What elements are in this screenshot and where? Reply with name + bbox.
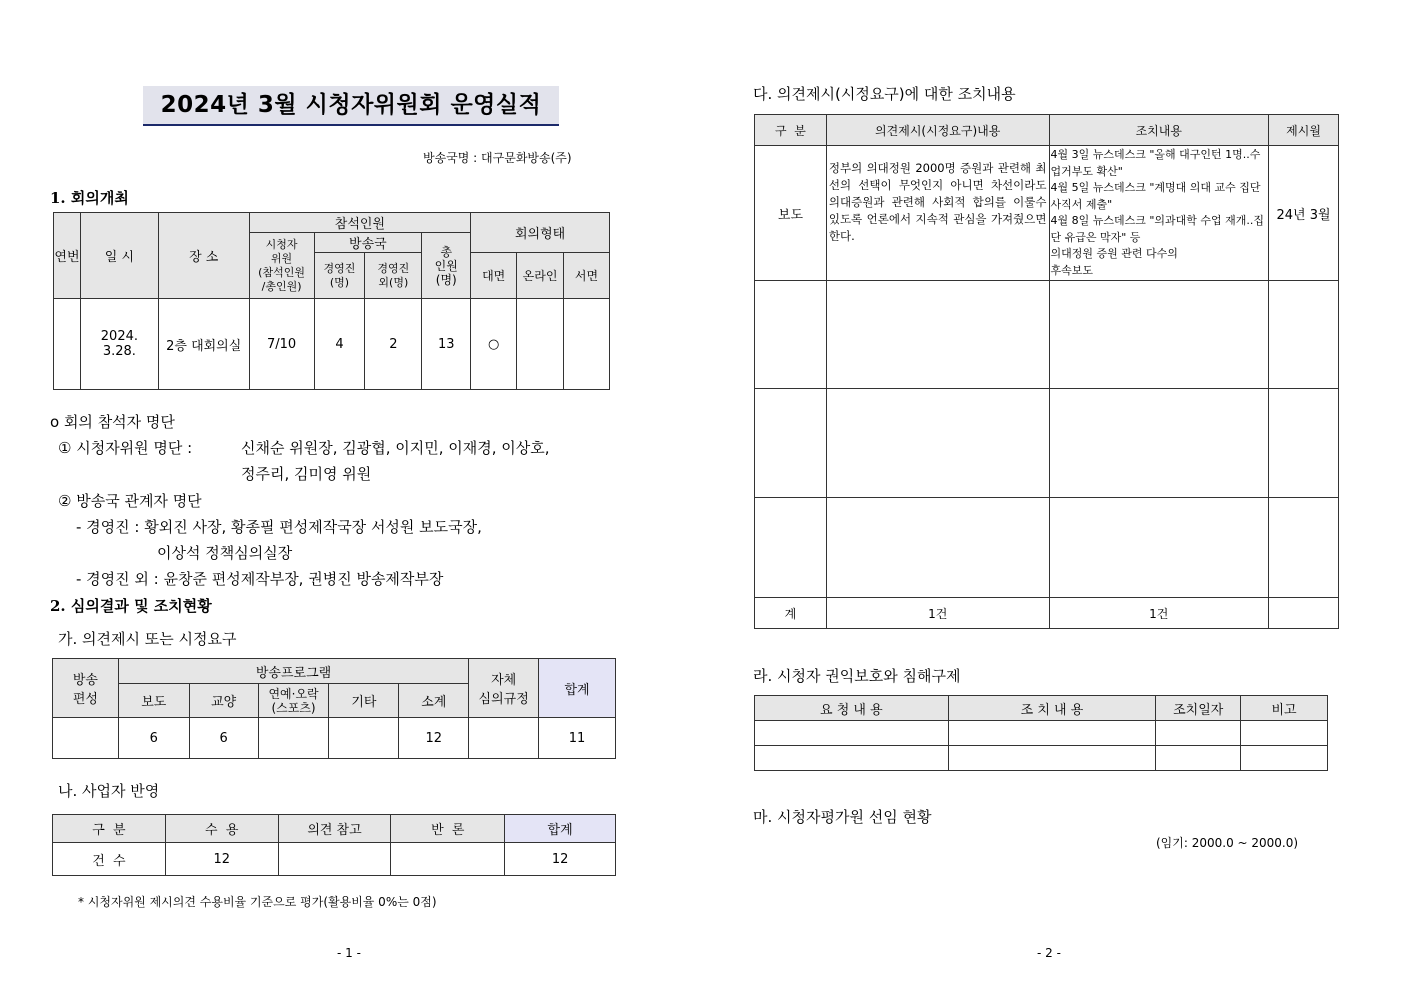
ga-sum-header: 합계: [539, 659, 616, 718]
col-station-header: 방송국: [314, 233, 422, 253]
na-table: [52, 814, 616, 876]
col-written-header: 서면: [564, 253, 610, 299]
da-row1-month: 24년 3월: [1269, 146, 1339, 281]
col-attendees-header: 참석인원: [249, 213, 471, 233]
broadcaster-name: 방송국명 : 대구문화방송(주): [423, 151, 572, 165]
exec-line2: 이상석 정책심의실장: [157, 544, 293, 562]
na-refute-header: 반 론: [391, 815, 505, 843]
da-action-header: 조치내용: [1049, 115, 1269, 146]
meeting-nonexec: 2: [365, 299, 422, 390]
ga-self: [469, 718, 539, 759]
page-title: 2024년 3월 시청자위원회 운영실적: [143, 86, 559, 126]
committee-members-line2: 정주리, 김미영 위원: [241, 465, 372, 483]
na-ref: [278, 843, 391, 876]
ga-org-header: 방송 편성: [53, 659, 119, 718]
da-total-opinion: 1건: [826, 598, 1049, 629]
da-row3-opinion: [826, 389, 1049, 498]
ga-ent: [258, 718, 329, 759]
ra-row1-request: [755, 721, 949, 746]
ra-row1-date: [1156, 721, 1241, 746]
da-total-label: 계: [755, 598, 827, 629]
meeting-online: [517, 299, 564, 390]
da-row3-action: [1049, 389, 1269, 498]
da-row2-action: [1049, 281, 1269, 389]
da-row1-cat: 보도: [755, 146, 827, 281]
col-inperson-header: 대면: [471, 253, 517, 299]
da-row4-month: [1269, 498, 1339, 598]
na-accept-header: 수 용: [165, 815, 278, 843]
ga-self-header: 자체 심의규정: [469, 659, 539, 718]
subsection-ma: 마. 시청자평가원 선임 현황: [753, 808, 932, 826]
col-online-header: 온라인: [517, 253, 564, 299]
subsection-na: 나. 사업자 반영: [58, 782, 160, 800]
da-row4-opinion: [826, 498, 1049, 598]
subsection-da: 다. 의견제시(시정요구)에 대한 조치내용: [753, 85, 1016, 103]
da-row4-action: [1049, 498, 1269, 598]
participants-heading: o 회의 참석자 명단: [50, 413, 175, 431]
da-opinion-header: 의견제시(시정요구)내용: [826, 115, 1049, 146]
ga-culture-header: 교양: [189, 684, 258, 718]
na-cat: 건 수: [53, 843, 166, 876]
ga-culture: 6: [189, 718, 258, 759]
ra-row2-date: [1156, 746, 1241, 771]
col-date-header: 일 시: [80, 213, 158, 299]
committee-members-line1: 신채순 위원장, 김광협, 이지민, 이재경, 이상호,: [241, 439, 550, 457]
ga-news: 6: [118, 718, 189, 759]
na-sum-header: 합계: [505, 815, 616, 843]
da-cat-header: 구 분: [755, 115, 827, 146]
ga-ent-header: 연예·오락 (스포츠): [258, 684, 329, 718]
term-text: (임기: 2000.0 ~ 2000.0): [1156, 836, 1299, 850]
ra-note-header: 비고: [1241, 696, 1328, 721]
da-row4-cat: [755, 498, 827, 598]
ra-row2-request: [755, 746, 949, 771]
station-staff-label: ② 방송국 관계자 명단: [58, 492, 202, 510]
meeting-table: [53, 212, 610, 390]
da-row1-opinion: 정부의 의대정원 2000명 증원과 관련해 최선의 선택이 무엇인지 아니면 차선이라도 의대증원과 관련해 사회적 합의를 이룰수 있도록 언론에서 지속적 관심을 가져줬으면 한다.: [826, 146, 1049, 281]
col-total-header: 총 인원 (명): [422, 233, 471, 299]
ga-sum: 11: [539, 718, 616, 759]
da-row2-month: [1269, 281, 1339, 389]
section1-heading: 1. 회의개최: [50, 189, 129, 207]
da-row3-cat: [755, 389, 827, 498]
col-committee-header: 시청자 위원 (참석인원 /총인원): [249, 233, 314, 299]
na-ref-header: 의견 참고: [278, 815, 391, 843]
meeting-committee: 7/10: [249, 299, 314, 390]
ga-other: [329, 718, 399, 759]
na-refute: [391, 843, 505, 876]
ga-subtotal-header: 소계: [399, 684, 469, 718]
ra-table: [754, 695, 1328, 771]
meeting-no: [54, 299, 81, 390]
col-no-header: 연번: [54, 213, 81, 299]
na-sum: 12: [505, 843, 616, 876]
page-number-2: - 2 -: [1037, 946, 1061, 960]
ra-row1-note: [1241, 721, 1328, 746]
meeting-total: 13: [422, 299, 471, 390]
committee-label: ① 시청자위원 명단 :: [58, 439, 193, 457]
na-accept: 12: [165, 843, 278, 876]
meeting-written: [564, 299, 610, 390]
da-row1-action: 4월 3일 뉴스데스크 "올해 대구인턴 1명..수업거부도 확산" 4월 5일 뉴스데스크 "계명대 의대 교수 집단 사직서 제출" 4월 8일 뉴스데스크 "의과대학 수업 재개..집단 유급은 막자" 등 의대정원 증원 관련 다수의 후속보도: [1049, 146, 1269, 281]
subsection-ga: 가. 의견제시 또는 시정요구: [58, 630, 237, 648]
da-row2-opinion: [826, 281, 1049, 389]
meeting-place: 2층 대회의실: [158, 299, 249, 390]
col-exec-header: 경영진 (명): [314, 253, 365, 299]
page-number-1: - 1 -: [337, 946, 361, 960]
ga-table: [52, 658, 616, 759]
ga-program-header: 방송프로그램: [118, 659, 468, 684]
ra-row2-note: [1241, 746, 1328, 771]
ga-other-header: 기타: [329, 684, 399, 718]
ga-subtotal: 12: [399, 718, 469, 759]
da-row3-month: [1269, 389, 1339, 498]
meeting-inperson: ○: [471, 299, 517, 390]
meeting-date: 2024. 3.28.: [80, 299, 158, 390]
da-month-header: 제시월: [1269, 115, 1339, 146]
ra-action-header: 조 치 내 용: [948, 696, 1156, 721]
ga-org: [53, 718, 119, 759]
da-row2-cat: [755, 281, 827, 389]
na-cat-header: 구 분: [53, 815, 166, 843]
ra-row2-action: [948, 746, 1156, 771]
col-format-header: 회의형태: [471, 213, 610, 253]
col-nonexec-header: 경영진 외(명): [365, 253, 422, 299]
exec-line1: - 경영진 : 황외진 사장, 황종필 편성제작국장 서성원 보도국장,: [76, 518, 482, 536]
col-place-header: 장 소: [158, 213, 249, 299]
subsection-ra: 라. 시청자 권익보호와 침해구제: [753, 667, 961, 685]
ra-request-header: 요 청 내 용: [755, 696, 949, 721]
section2-heading: 2. 심의결과 및 조치현황: [50, 597, 212, 615]
nonexec-line: - 경영진 외 : 윤창준 편성제작부장, 권병진 방송제작부장: [76, 570, 444, 588]
da-total-month: [1269, 598, 1339, 629]
da-table: [754, 114, 1339, 629]
ra-row1-action: [948, 721, 1156, 746]
ra-date-header: 조치일자: [1156, 696, 1241, 721]
da-total-action: 1건: [1049, 598, 1269, 629]
footnote: * 시청자위원 제시의견 수용비율 기준으로 평가(활용비율 0%는 0점): [78, 895, 437, 909]
ga-news-header: 보도: [118, 684, 189, 718]
meeting-exec: 4: [314, 299, 365, 390]
